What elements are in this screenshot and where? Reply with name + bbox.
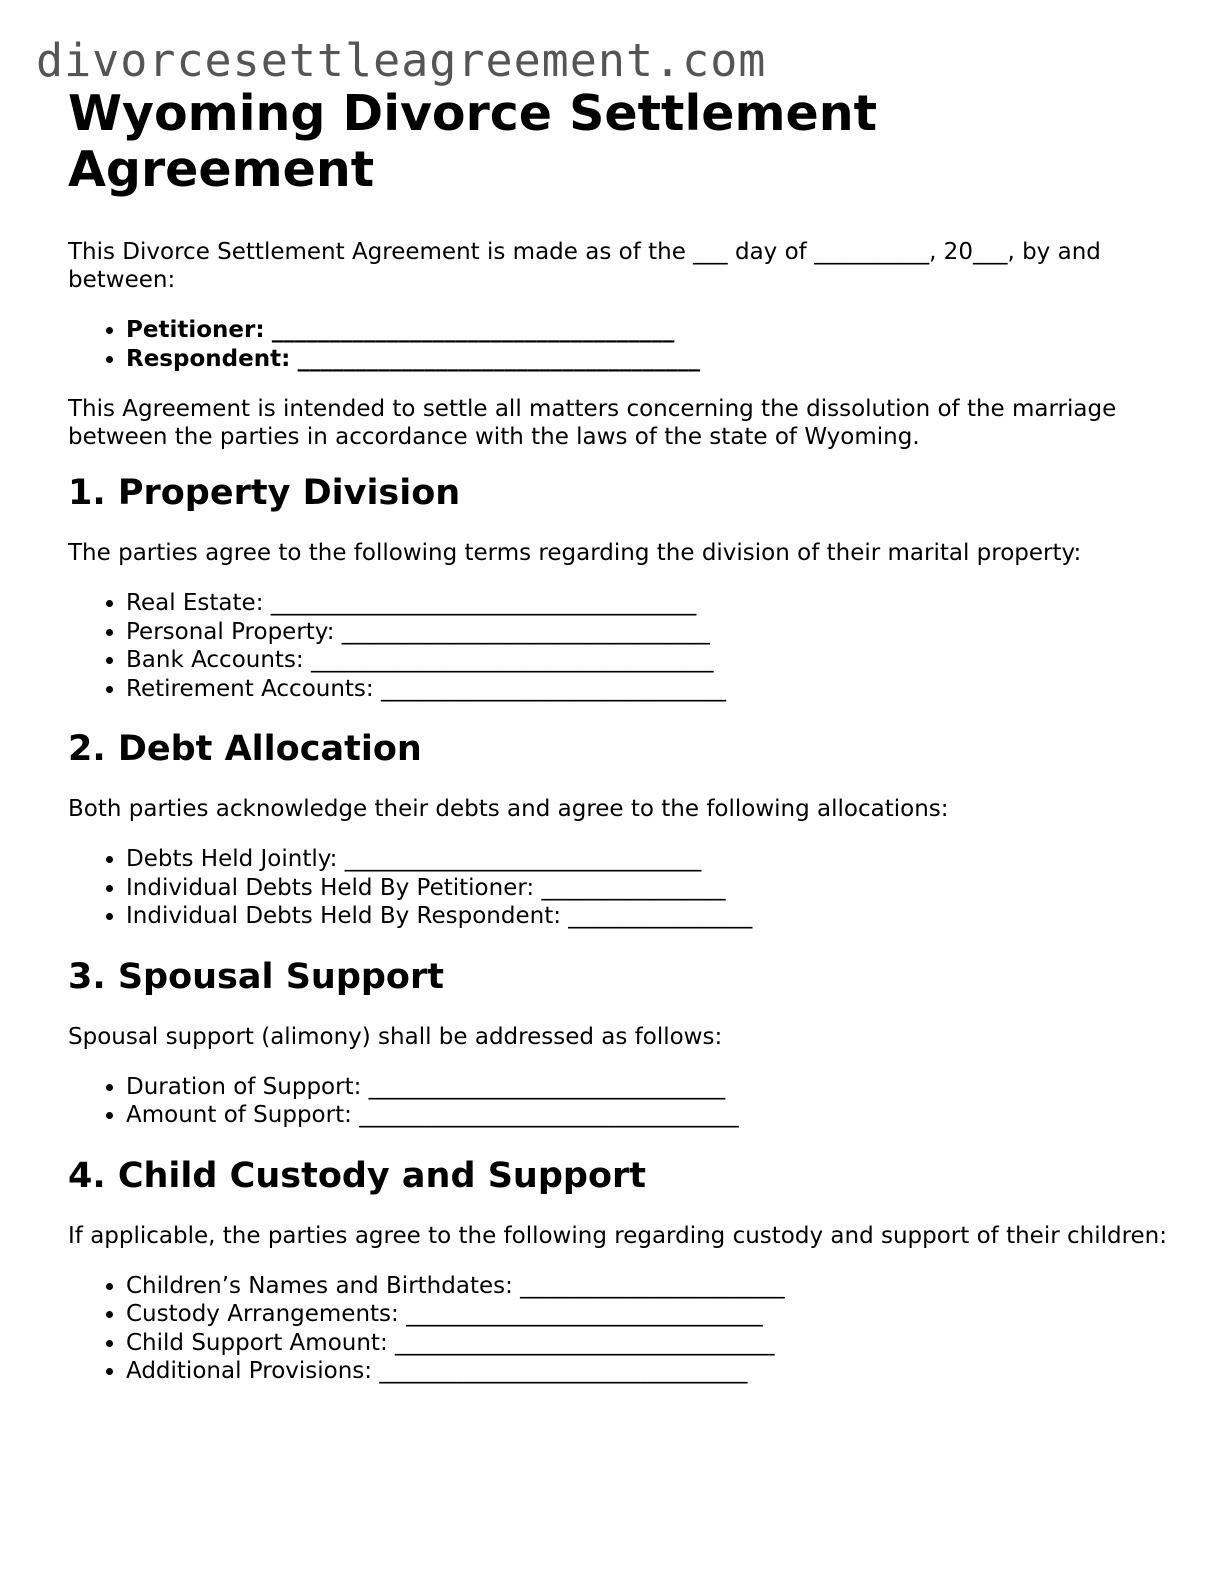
list-item[interactable]: • Custody Arrangements: _______________________________ xyxy=(126,1300,1168,1329)
section-text: The parties agree to the following terms regarding the division of their marital property: xyxy=(68,540,1082,566)
list-item[interactable]: • Children’s Names and Birthdates: _______________________ xyxy=(126,1272,1168,1301)
section-title-child-custody: 4. Child Custody and Support xyxy=(68,1155,646,1196)
purpose-paragraph: This Agreement is intended to settle all matters concerning the dissolution of the marriage between the parties in accordance with the laws of the state of Wyoming. xyxy=(68,396,1117,450)
party-label: Petitioner: xyxy=(126,317,265,343)
list-item[interactable]: • Amount of Support: _________________________________ xyxy=(126,1101,1168,1130)
section-text: Spousal support (alimony) shall be addressed as follows: xyxy=(68,1023,723,1050)
list-item[interactable]: • Personal Property: ________________________________ xyxy=(126,618,1168,647)
child-custody-list xyxy=(68,1272,1168,1386)
section-text: If applicable, the parties agree to the following regarding custody and support of their children: xyxy=(68,1222,1168,1249)
list-item[interactable]: • Duration of Support: _______________________________ xyxy=(126,1073,1168,1102)
watermark: divorcesettleagreement.com xyxy=(36,34,767,87)
list-item[interactable]: • Retirement Accounts: ______________________________ xyxy=(126,675,1168,704)
list-item[interactable]: • Child Support Amount: _________________________________ xyxy=(126,1329,1168,1358)
party-label: Respondent: xyxy=(126,345,291,372)
section-title-debt-allocation: 2. Debt Allocation xyxy=(68,729,422,769)
list-item[interactable]: • Additional Provisions: ________________________________ xyxy=(126,1357,1168,1386)
list-item[interactable]: • Bank Accounts: ___________________________________ xyxy=(126,646,1168,675)
spousal-support-list xyxy=(68,1073,1168,1130)
parties-list xyxy=(68,316,1168,373)
party-petitioner xyxy=(126,316,1168,345)
property-division-list xyxy=(68,589,1168,703)
intro-paragraph: This Divorce Settlement Agreement is made as of the ___ day of __________, 20___, by and between: xyxy=(68,239,1101,293)
party-blank-field[interactable]: ___________________________________ xyxy=(271,317,675,343)
page-title: Wyoming Divorce Settlement Agreement xyxy=(68,85,878,198)
section-title-property-division: 1. Property Division xyxy=(68,473,461,513)
list-item[interactable]: • Individual Debts Held By Petitioner: ________________ xyxy=(126,874,1168,903)
document-body xyxy=(68,86,1168,1412)
party-blank-field[interactable]: ___________________________________ xyxy=(297,345,701,372)
section-title-spousal-support: 3. Spousal Support xyxy=(68,956,444,997)
party-respondent xyxy=(126,345,1168,374)
section-text: Both parties acknowledge their debts and agree to the following allocations: xyxy=(68,796,949,822)
debt-allocation-list xyxy=(68,845,1168,931)
list-item[interactable]: • Debts Held Jointly: _______________________________ xyxy=(126,845,1168,874)
list-item[interactable]: • Individual Debts Held By Respondent: ________________ xyxy=(126,902,1168,931)
list-item[interactable]: • Real Estate: _____________________________________ xyxy=(126,589,1168,618)
